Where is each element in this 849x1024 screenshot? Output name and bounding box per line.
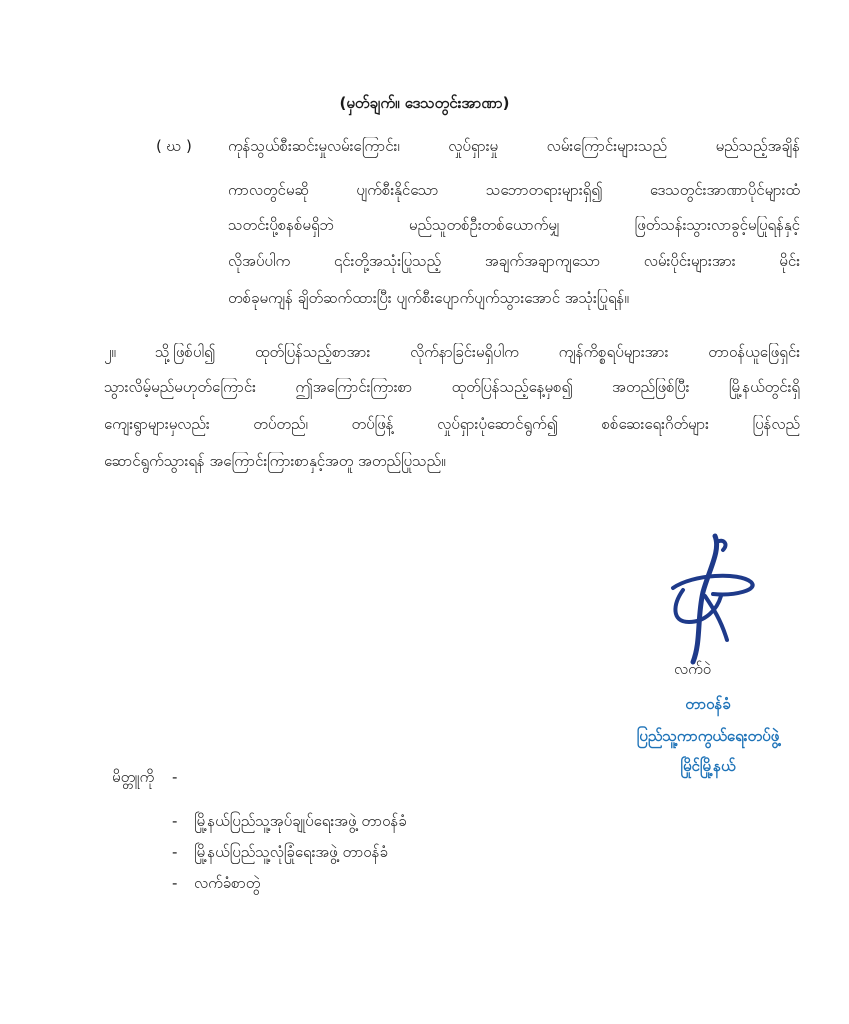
signature-closing: လက်ဝဲ (674, 660, 712, 678)
list-dash: - (172, 843, 178, 861)
paragraph-line: ကုန်သွယ်စီးဆင်းမှုလမ်းကြောင်း၊ လှုပ်ရှားမှု လမ်းကြောင်းများသည် မည်သည့်အချိန် (228, 137, 800, 155)
document-title: (မှတ်ချက်။ ဒေသတွင်းအာဏာ) (339, 94, 510, 112)
copy-recipient-name: မြို့နယ်ပြည်သူ့လုံခြုံရေးအဖွဲ့ တာဝန်ခံ (194, 843, 388, 861)
handwritten-signature (643, 530, 773, 670)
copy-recipient (172, 812, 407, 834)
copy-to-dash: - (172, 768, 178, 786)
paragraph-line: ဆောင်ရွက်သွားရန် အကြောင်းကြားစာနှင့်အတူ အတည်ပြုသည်။ (104, 452, 446, 470)
paragraph-number: ၂။ (104, 343, 116, 361)
list-dash: - (172, 812, 178, 830)
paragraph-line: ကျေးရွာများမှလည်း တပ်တည်၊ တပ်ဖြန့် လှုပ်ရှားပုံဆောင်ရွက်၍ စစ်ဆေးရေးဂိတ်များ ပြန်လည် (104, 415, 800, 433)
paragraph-line: သွားလိမ့်မည်မဟုတ်ကြောင်း ဤအကြောင်းကြားစာ ထုတ်ပြန်သည့်နေ့မှစ၍ အတည်ဖြစ်ပြီး မြို့နယ်တွင်းရှိ (104, 378, 800, 396)
signatory-organization: ပြည်သူ့ကာကွယ်ရေးတပ်ဖွဲ့ (636, 727, 780, 745)
list-dash: - (172, 874, 178, 892)
paragraph-line: သို့ဖြစ်ပါ၍ ထုတ်ပြန်သည့်စာအား လိုက်နာခြင်းမရှိပါက ကျန်ကိစ္စရပ်များအား တာဝန်ယူဖြေရှင်း (155, 343, 800, 361)
copy-recipient (172, 843, 388, 865)
copy-recipient-name: မြို့နယ်ပြည်သူ့အုပ်ချုပ်ရေးအဖွဲ့ တာဝန်ခံ (194, 812, 407, 830)
copy-to-label: မိတ္တူကို (112, 768, 155, 786)
signatory-township: မြိုင်မြို့နယ် (680, 757, 736, 775)
paragraph-marker: ( ဃ ) (156, 137, 192, 155)
signatory-title: တာဝန်ခံ (685, 695, 731, 713)
paragraph-line: လိုအပ်ပါက ၎င်းတို့အသုံးပြုသည့် အချက်အချာကျသော လမ်းပိုင်းများအား မိုင်း (228, 252, 800, 270)
copy-recipient (172, 874, 260, 896)
paragraph-line: သတင်းပို့စနစ်မရှိဘဲ မည်သူတစ်ဦးတစ်ယောက်မျှ ဖြတ်သန်းသွားလာခွင့်မပြုရန်နှင့် (228, 216, 800, 234)
copy-recipient-name: လက်ခံစာတွဲ (194, 874, 261, 892)
paragraph-line: တစ်ခုမကျန် ချိတ်ဆက်ထားပြီး ပျက်စီးပျောက်ပျက်သွားအောင် အသုံးပြုရန်။ (228, 289, 629, 307)
paragraph-line: ကာလတွင်မဆို ပျက်စီးနိုင်သော သဘောတရားများရှိ၍ ဒေသတွင်းအာဏာပိုင်များထံ (228, 181, 800, 199)
